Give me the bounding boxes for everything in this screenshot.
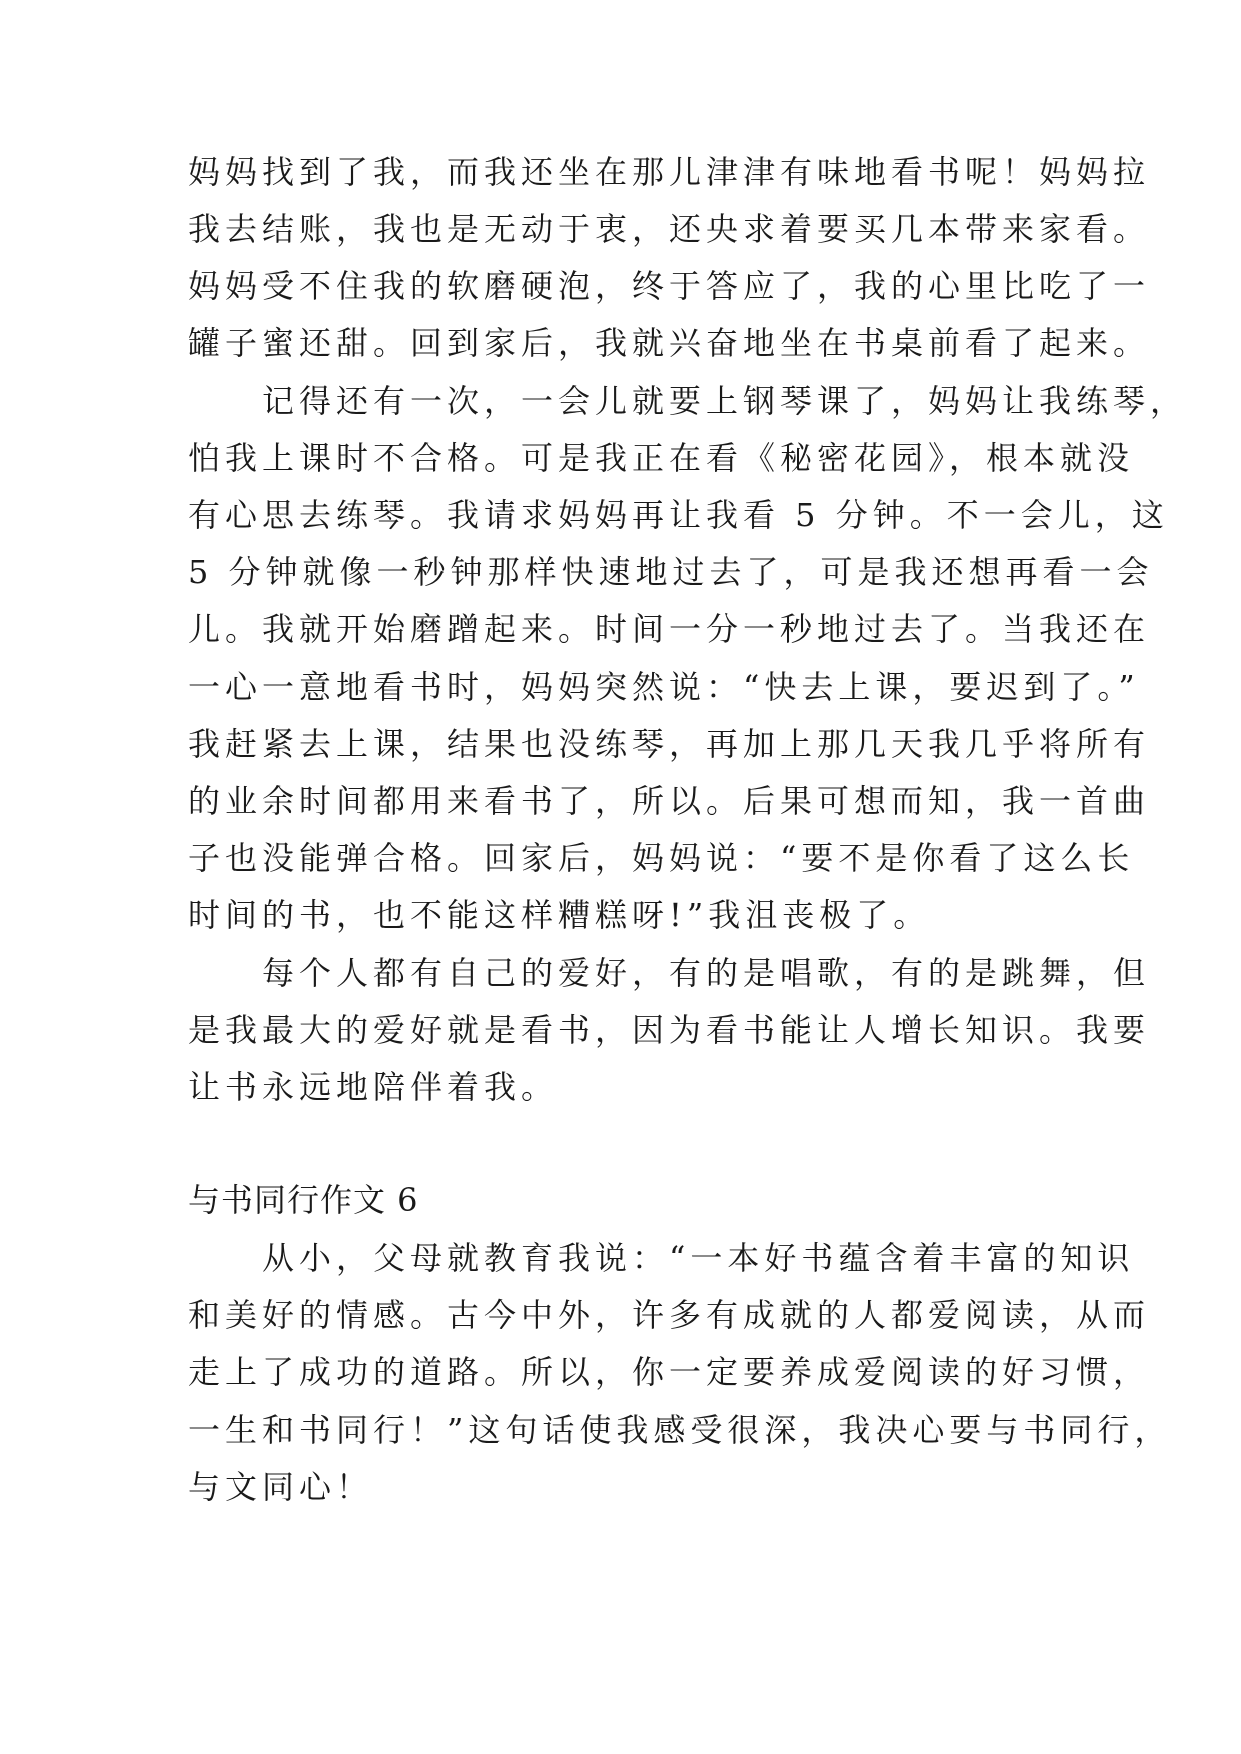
paragraph-first-line: 从小，父母就教育我说：“一本好书蕴含着丰富的知识 <box>188 1239 1135 1277</box>
paragraph-first-line: 每个人都有自己的爱好，有的是唱歌，有的是跳舞，但 <box>188 954 1151 992</box>
section-heading: 与书同行作文 6 <box>188 1181 419 1219</box>
text-line: 的业余时间都用来看书了，所以。后果可想而知，我一首曲 <box>188 782 1151 820</box>
text-line: 我去结账，我也是无动于衷，还央求着要买几本带来家看。 <box>188 210 1151 248</box>
text-line: 5 分钟就像一秒钟那样快速地过去了，可是我还想再看一会 <box>188 553 1154 591</box>
text-line: 一心一意地看书时，妈妈突然说：“快去上课，要迟到了。” <box>188 668 1140 706</box>
text-line: 子也没能弹合格。回家后，妈妈说：“要不是你看了这么长 <box>188 839 1135 877</box>
text-line: 妈妈受不住我的软磨硬泡，终于答应了，我的心里比吃了一 <box>188 267 1151 305</box>
text-line: 妈妈找到了我，而我还坐在那儿津津有味地看书呢！妈妈拉 <box>188 153 1151 191</box>
text-line: 有心思去练琴。我请求妈妈再让我看 5 分钟。不一会儿，这 <box>188 496 1169 534</box>
text-line: 一生和书同行！”这句话使我感受很深，我决心要与书同行， <box>188 1411 1172 1449</box>
text-line: 与文同心！ <box>188 1468 374 1506</box>
text-line: 时间的书，也不能这样糟糕呀!”我沮丧极了。 <box>188 896 931 934</box>
text-line: 和美好的情感。古今中外，许多有成就的人都爱阅读，从而 <box>188 1296 1151 1334</box>
text-line: 罐子蜜还甜。回到家后，我就兴奋地坐在书桌前看了起来。 <box>188 324 1151 362</box>
text-line: 儿。我就开始磨蹭起来。时间一分一秒地过去了。当我还在 <box>188 610 1151 648</box>
text-line: 怕我上课时不合格。可是我正在看《秘密花园》，根本就没 <box>188 439 1135 477</box>
paragraph-first-line: 记得还有一次，一会儿就要上钢琴课了，妈妈让我练琴， <box>188 382 1188 420</box>
text-line: 让书永远地陪伴着我。 <box>188 1068 559 1106</box>
text-line: 我赶紧去上课，结果也没练琴，再加上那几天我几乎将所有 <box>188 725 1151 763</box>
text-line: 是我最大的爱好就是看书，因为看书能让人增长知识。我要 <box>188 1011 1151 1049</box>
text-line: 走上了成功的道路。所以，你一定要养成爱阅读的好习惯， <box>188 1353 1151 1391</box>
